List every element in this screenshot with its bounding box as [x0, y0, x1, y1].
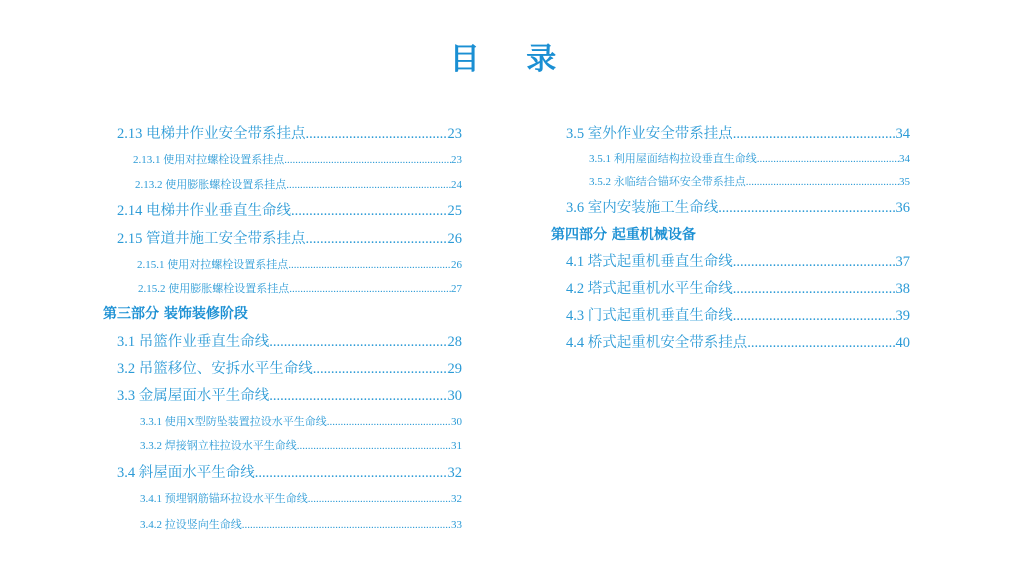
toc-leader — [757, 153, 899, 165]
toc-page-number: 33 — [451, 519, 462, 531]
toc-entry-label: 3.2 吊篮移位、安拆水平生命线 — [117, 361, 313, 377]
toc-entry-label: 2.13 电梯井作业安全带系挂点 — [117, 126, 306, 142]
toc-entry-label: 3.5.1 利用屋面结构拉设垂直生命线 — [589, 153, 757, 165]
toc-entry[interactable] — [140, 516, 462, 532]
toc-entry-label: 3.3.2 焊接钢立柱拉设水平生命线 — [140, 440, 297, 452]
toc-leader — [718, 200, 895, 217]
toc-page-number: 24 — [451, 179, 462, 191]
toc-page-number: 37 — [895, 254, 910, 270]
toc-entry-label: 3.5.2 永临结合锚环安全带系挂点 — [589, 176, 746, 188]
toc-leader — [746, 176, 899, 188]
toc-leader — [733, 308, 896, 325]
toc-leader — [255, 465, 448, 482]
toc-entry-label: 3.3.1 使用X型防坠装置拉设水平生命线 — [140, 416, 327, 428]
toc-entry-label: 3.4.1 预埋钢筋锚环拉设水平生命线 — [140, 493, 308, 505]
toc-page-number: 27 — [451, 283, 462, 295]
toc-leader — [284, 154, 451, 166]
toc-leader — [308, 493, 451, 505]
toc-page-number: 23 — [447, 126, 462, 142]
toc-entry[interactable] — [117, 357, 462, 378]
toc-entry[interactable] — [117, 461, 462, 482]
toc-page-number: 34 — [899, 153, 910, 165]
toc-entry[interactable] — [117, 227, 462, 248]
toc-entry-label: 2.14 电梯井作业垂直生命线 — [117, 203, 291, 219]
toc-page-number: 39 — [895, 308, 910, 324]
toc-leader — [306, 126, 448, 143]
toc-leader — [733, 281, 896, 298]
toc-entry[interactable] — [140, 437, 462, 453]
toc-entry-label: 2.15.1 使用对拉螺栓设置系挂点 — [137, 259, 289, 271]
toc-entry[interactable] — [566, 122, 910, 143]
toc-entry-label: 3.6 室内安装施工生命线 — [566, 200, 719, 216]
toc-entry-label: 3.3 金属屋面水平生命线 — [117, 388, 270, 404]
toc-entry[interactable] — [566, 304, 910, 325]
toc-entry-label: 4.2 塔式起重机水平生命线 — [566, 281, 733, 297]
toc-entry[interactable] — [566, 331, 910, 352]
toc-page-number: 38 — [895, 281, 910, 297]
toc-page-number: 30 — [447, 388, 462, 404]
toc-entry[interactable] — [566, 196, 910, 217]
toc-entry-label: 2.15.2 使用膨胀螺栓设置系挂点 — [138, 283, 290, 295]
toc-entry-label: 3.5 室外作业安全带系挂点 — [566, 126, 733, 142]
toc-leader — [289, 283, 451, 295]
toc-entry[interactable] — [589, 173, 910, 189]
toc-entry[interactable] — [135, 176, 462, 192]
toc-page-number: 40 — [895, 335, 910, 351]
toc-entry[interactable] — [117, 330, 462, 351]
page-title: 目 录 — [449, 42, 575, 77]
toc-page-number: 28 — [447, 334, 462, 350]
toc-leader — [313, 361, 448, 378]
toc-leader — [733, 254, 896, 271]
toc-page-number: 30 — [451, 416, 462, 428]
toc-entry-label: 4.1 塔式起重机垂直生命线 — [566, 254, 733, 270]
toc-entry[interactable] — [133, 151, 462, 167]
toc-page-number: 29 — [447, 361, 462, 377]
toc-entry-label: 2.15 管道井施工安全带系挂点 — [117, 231, 306, 247]
toc-leader — [269, 334, 447, 351]
toc-entry-label: 3.4 斜屋面水平生命线 — [117, 465, 255, 481]
toc-leader — [747, 335, 895, 352]
toc-entry[interactable] — [140, 413, 462, 429]
toc-leader — [242, 519, 451, 531]
part-heading[interactable]: 第四部分 起重机械设备 — [551, 227, 696, 243]
part-heading[interactable]: 第三部分 装饰装修阶段 — [103, 306, 248, 322]
toc-entry-label: 4.3 门式起重机垂直生命线 — [566, 308, 733, 324]
toc-leader — [327, 416, 451, 428]
toc-page-number: 35 — [899, 176, 910, 188]
toc-entry[interactable] — [137, 256, 462, 272]
toc-leader — [269, 388, 447, 405]
toc-leader — [733, 126, 896, 143]
toc-entry-label: 4.4 桥式起重机安全带系挂点 — [566, 335, 748, 351]
toc-page-number: 26 — [451, 259, 462, 271]
toc-entry-label: 3.1 吊篮作业垂直生命线 — [117, 334, 270, 350]
toc-leader — [288, 259, 451, 271]
toc-page-number: 32 — [451, 493, 462, 505]
toc-entry[interactable] — [117, 199, 462, 220]
toc-page-number: 23 — [451, 154, 462, 166]
toc-leader — [291, 203, 448, 220]
toc-leader — [286, 179, 451, 191]
toc-entry-label: 3.4.2 拉设竖向生命线 — [140, 519, 242, 531]
toc-entry[interactable] — [589, 150, 910, 166]
toc-page-number: 34 — [895, 126, 910, 142]
toc-entry[interactable] — [140, 490, 462, 506]
toc-leader — [306, 231, 448, 248]
toc-leader — [297, 440, 451, 452]
toc-page-number: 36 — [895, 200, 910, 216]
toc-entry[interactable] — [566, 250, 910, 271]
toc-entry[interactable] — [117, 384, 462, 405]
toc-entry[interactable] — [117, 122, 462, 143]
toc-page-number: 31 — [451, 440, 462, 452]
toc-entry-label: 2.13.1 使用对拉螺栓设置系挂点 — [133, 154, 285, 166]
toc-entry[interactable] — [566, 277, 910, 298]
toc-entry-label: 2.13.2 使用膨胀螺栓设置系挂点 — [135, 179, 287, 191]
toc-entry[interactable] — [138, 280, 462, 296]
toc-page-number: 26 — [447, 231, 462, 247]
toc-page-number: 25 — [447, 203, 462, 219]
toc-page-number: 32 — [447, 465, 462, 481]
